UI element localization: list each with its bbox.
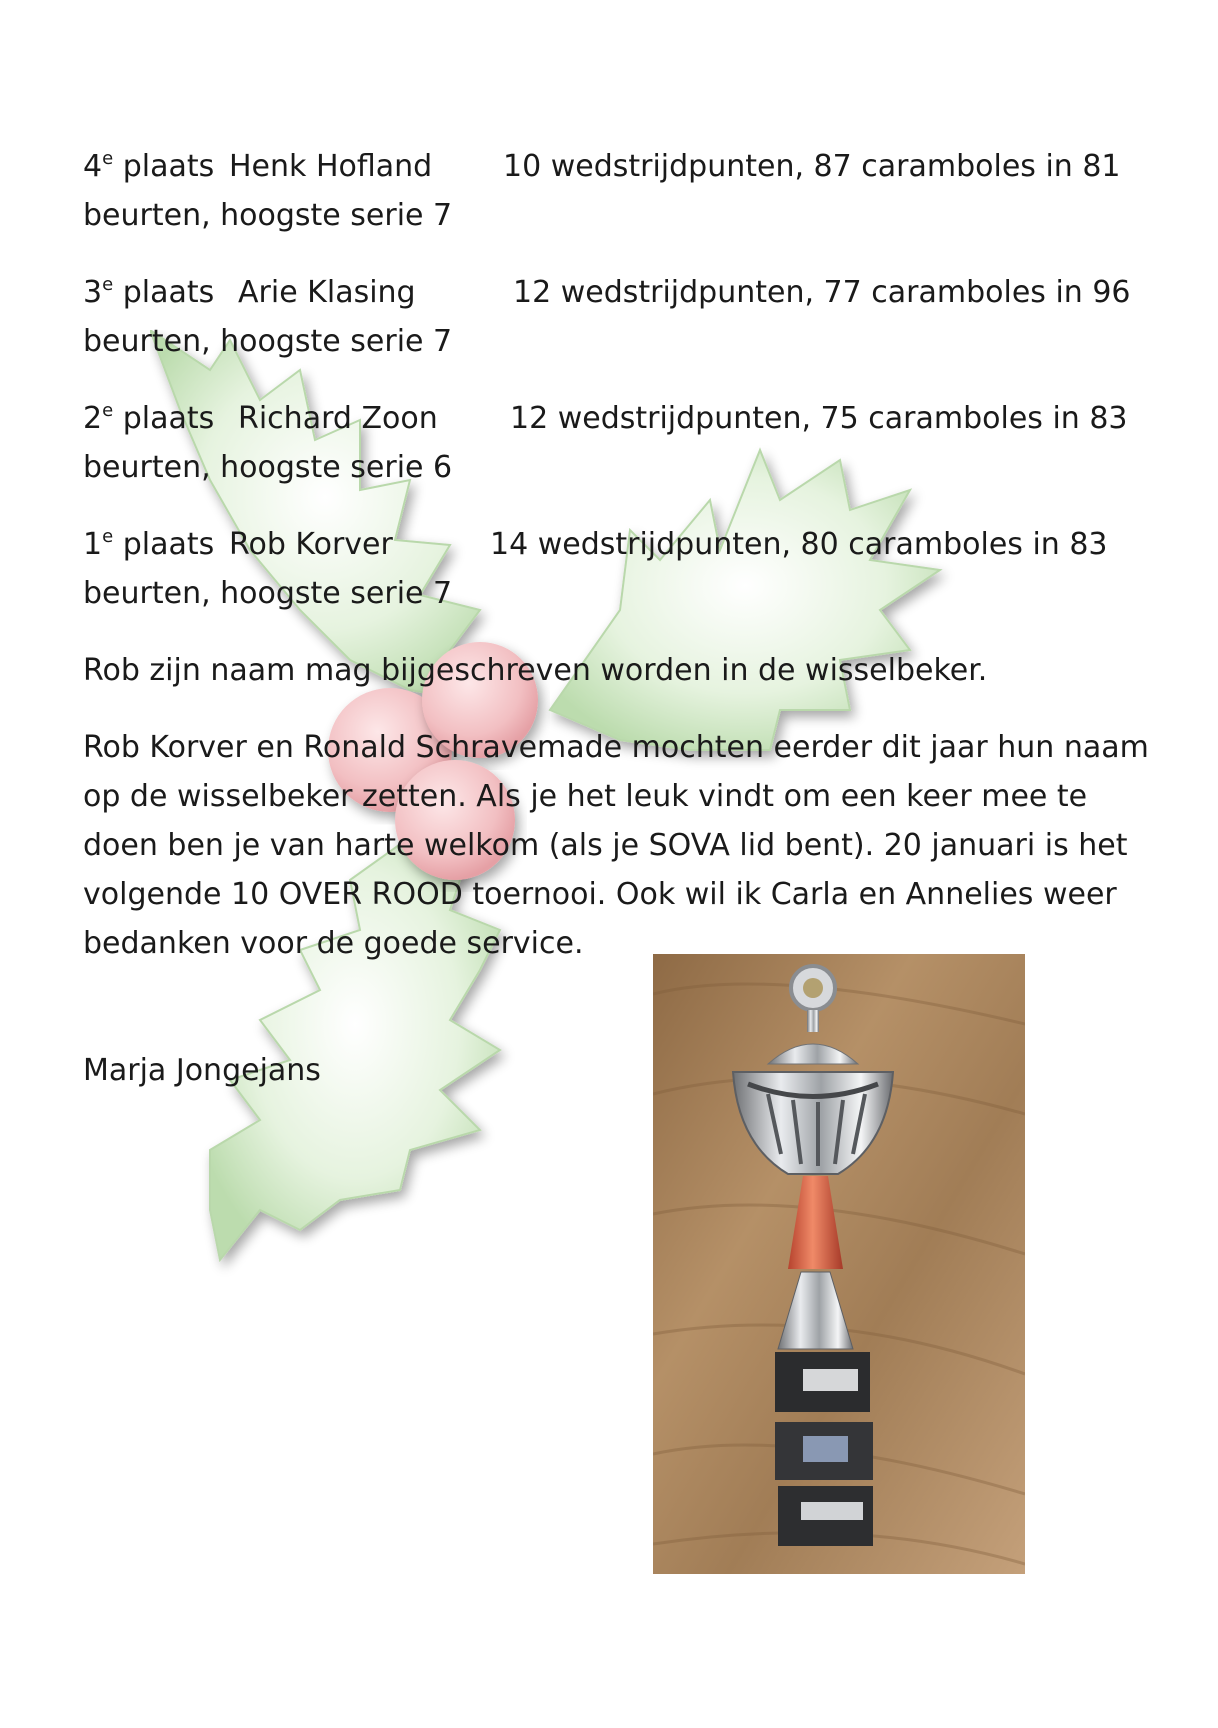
player-name: Arie Klasing <box>238 275 416 310</box>
result-stats: 14 wedstrijdpunten, 80 caramboles in 83 <box>490 527 1108 562</box>
result-stats: 12 wedstrijdpunten, 77 caramboles in 96 <box>513 275 1131 310</box>
result-stats: 12 wedstrijdpunten, 75 caramboles in 83 <box>510 401 1128 436</box>
player-name: Rob Korver <box>229 527 393 562</box>
trophy-photo <box>653 954 1025 1574</box>
result-stats: 10 wedstrijdpunten, 87 caramboles in 81 <box>503 149 1121 184</box>
result-continuation: beurten, hoogste serie 7 <box>83 198 453 233</box>
player-name: Richard Zoon <box>238 401 438 436</box>
result-entry-1 <box>83 520 1143 618</box>
result-continuation: beurten, hoogste serie 7 <box>83 324 453 359</box>
player-name: Henk Hofland <box>229 149 433 184</box>
result-entry-2 <box>83 394 1143 492</box>
result-continuation: beurten, hoogste serie 6 <box>83 450 453 485</box>
place-label: 2e plaats <box>83 400 215 436</box>
article-body <box>83 142 1149 1095</box>
place-label: 3e plaats <box>83 274 215 310</box>
winner-note: Rob zijn naam mag bijgeschreven worden in de wisselbeker. <box>83 653 988 688</box>
place-label: 1e plaats <box>83 526 215 562</box>
author-signature: Marja Jongejans <box>83 1053 321 1088</box>
closing-paragraph: Rob Korver en Ronald Schravemade mochten eerder dit jaar hun naam op de wisselbeker zetten. Als je het leuk vindt om een keer mee te doen ben je van harte welkom (als je SOVA lid bent). 20 januari is het volgende 10 OVER ROOD toernooi. Ook wil ik Carla en Annelies weer bedanken voor de goede service. <box>83 730 1149 961</box>
place-label: 4e plaats <box>83 148 215 184</box>
result-entry-4 <box>83 142 1143 240</box>
result-entry-3 <box>83 268 1143 366</box>
result-continuation: beurten, hoogste serie 7 <box>83 576 453 611</box>
